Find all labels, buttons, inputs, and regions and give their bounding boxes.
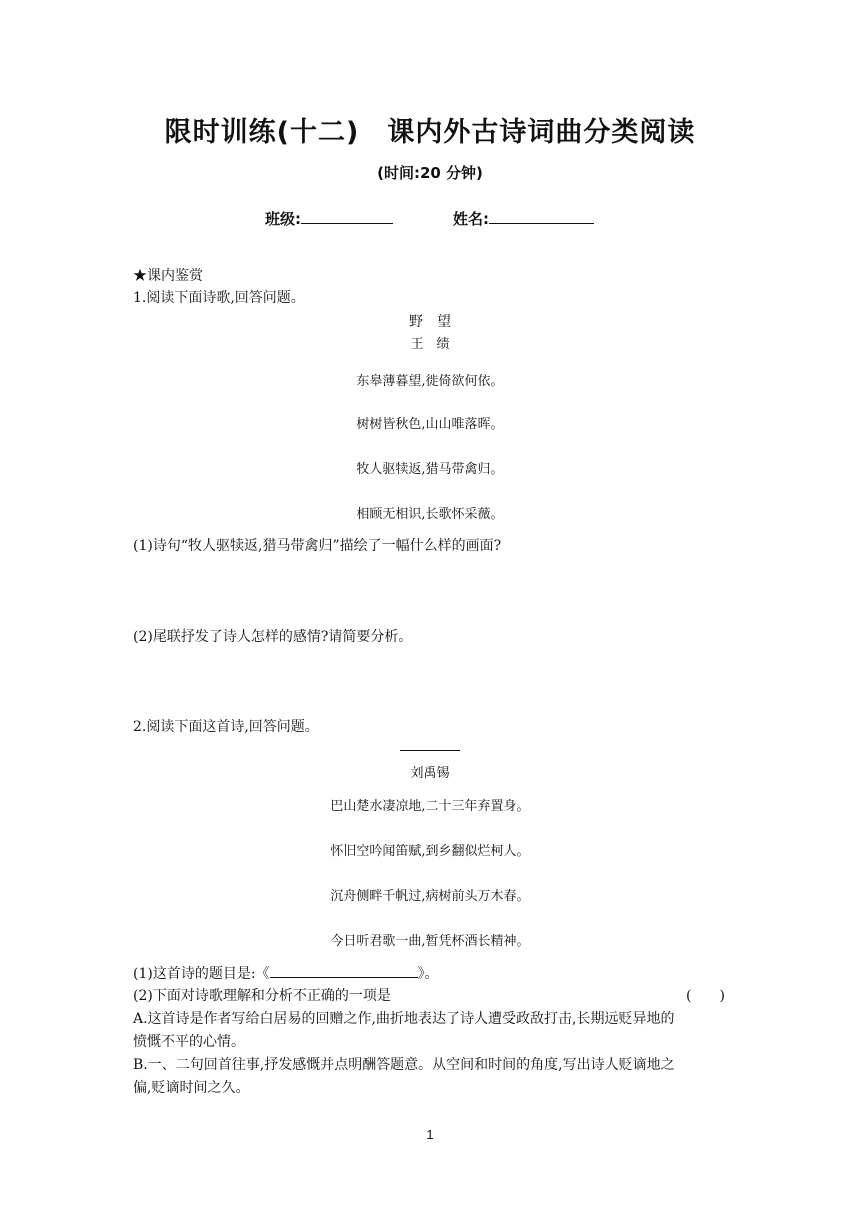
- q1-poem-line: 树树皆秋色,山山唯落晖。: [356, 417, 504, 432]
- option-b-line2: 偏,贬谪时间之久。: [133, 1080, 250, 1096]
- section-heading: ★课内鉴赏: [133, 268, 203, 284]
- q2-title-blank: [400, 750, 460, 751]
- option-a-line1: A.这首诗是作者写给白居易的回赠之作,曲折地表达了诗人遭受政敌打击,长期远贬异地的: [133, 1011, 675, 1027]
- q2-sub1: [133, 962, 439, 983]
- q2-prompt: 2.阅读下面这首诗,回答问题。: [133, 719, 319, 735]
- q1-sub1: (1)诗句“牧人驱犊返,猎马带禽归”描绘了一幅什么样的画面?: [133, 538, 502, 554]
- q2-poem-line: 今日听君歌一曲,暂凭杯酒长精神。: [330, 934, 530, 949]
- q2-poem-author: 刘禹锡: [410, 766, 450, 781]
- q2-poem-line: 巴山楚水凄凉地,二十三年弃置身。: [330, 799, 530, 814]
- q2-sub2: (2)下面对诗歌理解和分析不正确的一项是: [133, 988, 391, 1004]
- q2-poem-line: 怀旧空吟闻笛赋,到乡翻似烂柯人。: [330, 844, 530, 859]
- class-field: [265, 208, 393, 229]
- option-a-line2: 愤慨不平的心情。: [133, 1034, 245, 1050]
- q2-sub2-answer-paren: ( ): [686, 988, 725, 1004]
- option-b-line1: B.一、二句回首往事,抒发感慨并点明酬答题意。从空间和时间的角度,写出诗人贬谪地之: [133, 1057, 675, 1073]
- q1-prompt: 1.阅读下面诗歌,回答问题。: [133, 290, 305, 306]
- q1-poem-line: 牧人驱犊返,猎马带禽归。: [356, 462, 504, 477]
- page-number: 1: [426, 1127, 434, 1142]
- class-label: 班级:: [265, 210, 301, 228]
- page-title: 限时训练(十二) 课内外古诗词曲分类阅读: [164, 117, 696, 148]
- name-label: 姓名:: [453, 210, 489, 228]
- class-blank[interactable]: [301, 208, 393, 224]
- q1-poem-line: 相顾无相识,长歌怀采薇。: [356, 507, 504, 522]
- time-limit: (时间:20 分钟): [377, 164, 483, 182]
- q2-sub1-answer-blank[interactable]: [270, 962, 418, 978]
- q2-poem-line: 沉舟侧畔千帆过,病树前头万木春。: [330, 889, 530, 904]
- q1-sub2: (2)尾联抒发了诗人怎样的感情?请简要分析。: [133, 629, 413, 645]
- name-blank[interactable]: [489, 208, 594, 224]
- q1-poem-title: 野 望: [409, 314, 451, 330]
- q2-sub1-prefix: (1)这首诗的题目是:《: [133, 966, 270, 982]
- q2-sub1-suffix: 》。: [417, 966, 439, 982]
- q1-poem-author: 王 绩: [410, 337, 450, 352]
- name-field: [453, 208, 594, 229]
- q1-poem-line: 东皋薄暮望,徙倚欲何依。: [356, 374, 504, 389]
